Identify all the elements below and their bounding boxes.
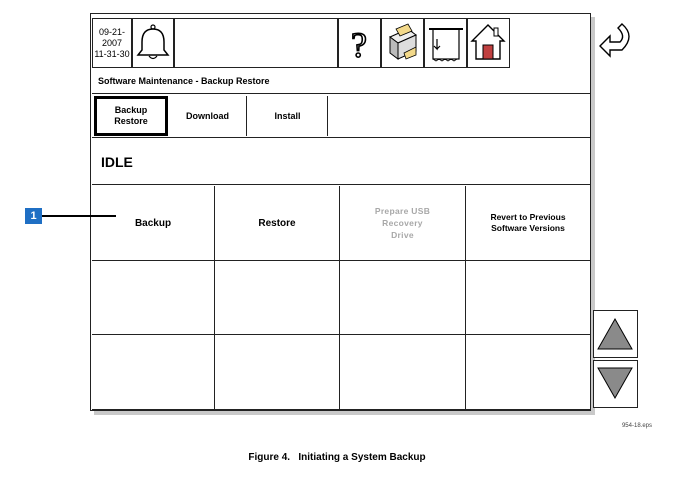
restore-button-label: Restore [258,217,296,229]
tab-backup-restore-label: Backup Restore [114,105,148,126]
tab-download[interactable] [169,96,247,136]
receipt-icon [425,19,465,67]
bell-icon [133,19,173,67]
backup-button[interactable] [92,186,215,261]
callout-number: 1 [25,208,42,224]
back-button[interactable] [594,18,638,68]
help-icon [339,19,379,67]
tab-backup-restore[interactable] [94,96,168,136]
restore-button[interactable] [215,186,340,261]
figure-code: 954-18.eps [621,423,652,429]
datetime-display [92,18,132,68]
grid-button[interactable] [340,335,466,410]
grid-button[interactable] [466,335,591,410]
svg-text:?: ? [351,25,367,65]
time-text: 11-31-30 [94,49,130,59]
figure-caption: Figure 4. Initiating a System Backup [248,452,426,463]
grid-button[interactable] [92,335,215,410]
date-text: 09-21-2007 [98,27,125,48]
scroll-up-icon [594,311,636,356]
tab-download-label: Download [186,110,229,121]
alarm-button[interactable] [132,18,174,68]
grid-button[interactable] [215,261,340,335]
scroll-down-button[interactable] [593,360,638,408]
home-icon [468,19,508,67]
tab-install[interactable] [248,96,328,136]
scroll-up-button[interactable] [593,310,638,358]
receipt-button[interactable] [424,18,467,68]
grid-button[interactable] [92,261,215,335]
message-area [174,18,338,68]
scroll-down-icon [594,361,636,406]
revert-button-label: Revert to Previous Software Versions [490,212,566,233]
callout-leader-line [42,215,116,217]
printer-icon [382,19,422,67]
home-button[interactable] [467,18,510,68]
tab-install-label: Install [274,110,301,121]
page-title: Software Maintenance - Backup Restore [92,68,591,94]
prepare-usb-button[interactable] [340,186,466,261]
printer-button[interactable] [381,18,424,68]
grid-button[interactable] [215,335,340,410]
prepare-usb-button-label: Prepare USB Recovery Drive [374,206,431,240]
grid-button[interactable] [466,261,591,335]
backup-button-label: Backup [134,217,172,229]
help-button[interactable] [338,18,381,68]
grid-button[interactable] [340,261,466,335]
revert-button[interactable] [466,186,591,261]
status-display: IDLE [92,139,591,185]
back-arrow-icon [594,18,638,66]
